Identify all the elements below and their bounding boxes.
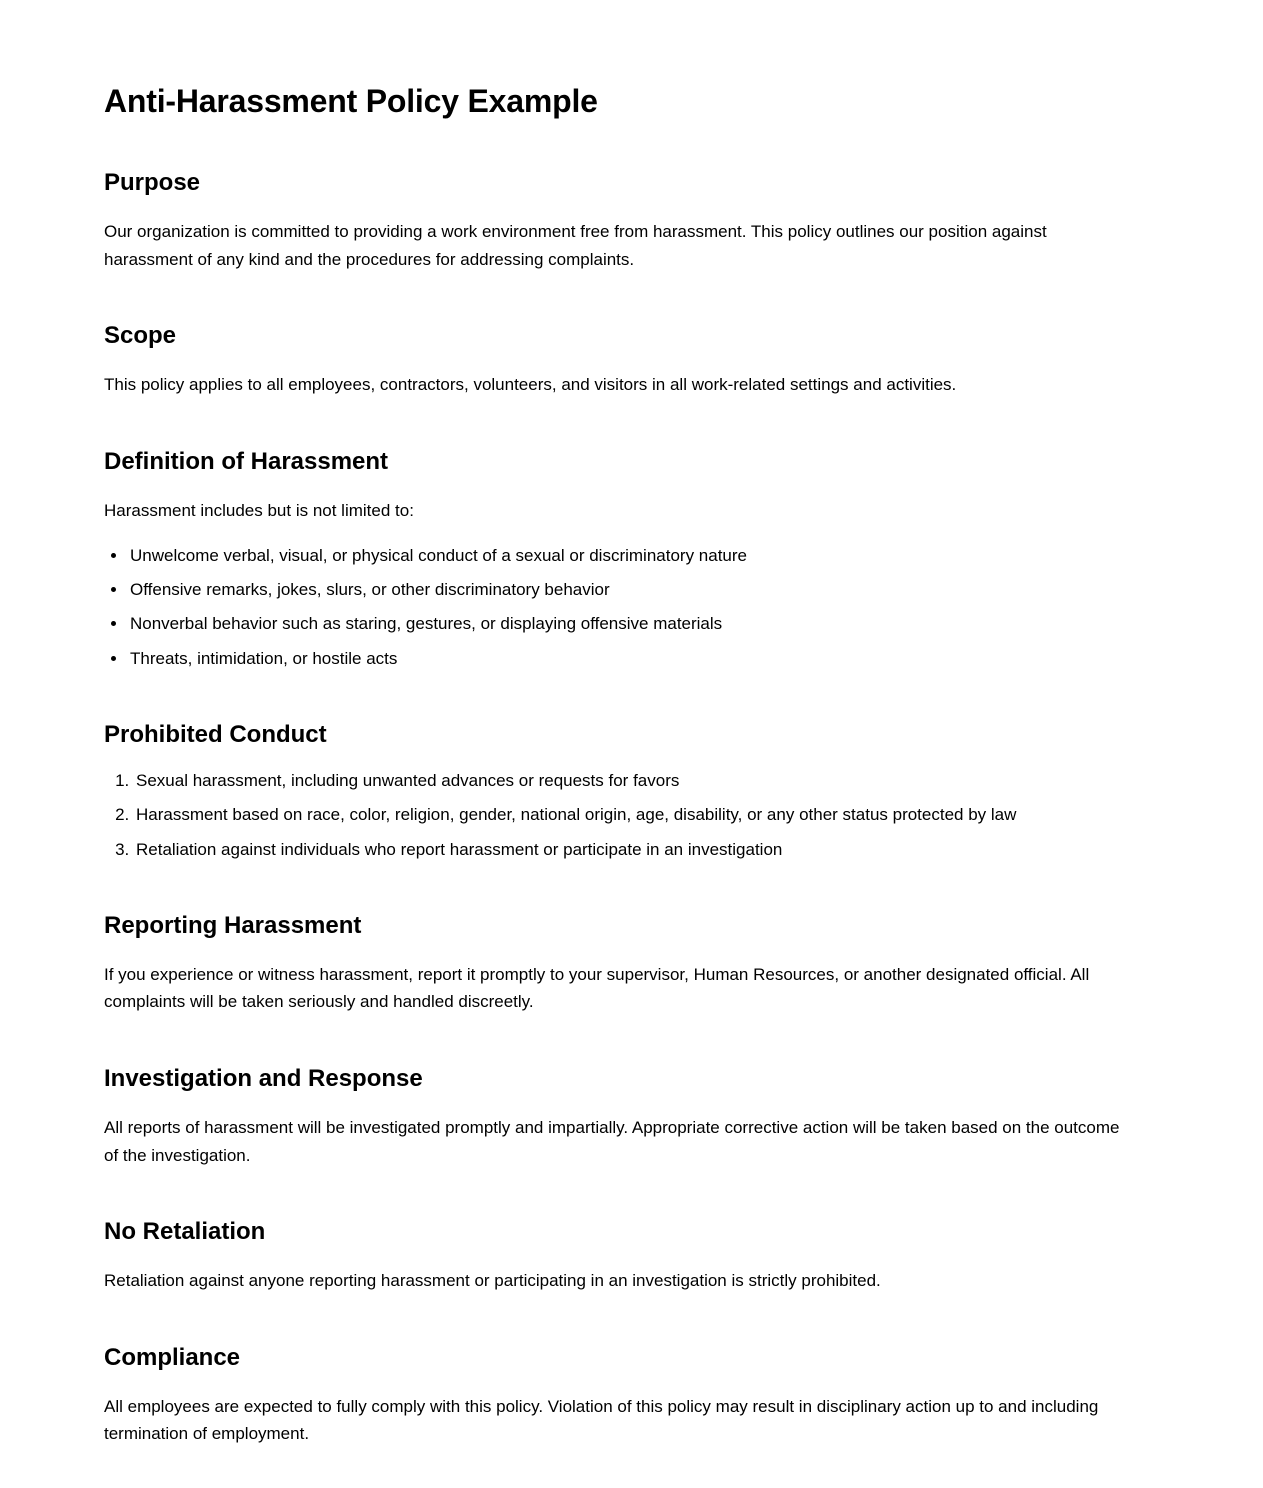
list-item: 1. Sexual harassment, including unwanted advances or requests for favors — [134, 768, 1134, 794]
section-investigation-and-response — [104, 1064, 1134, 1169]
section-heading-prohibited-conduct: Prohibited Conduct — [104, 720, 327, 748]
section-definition-of-harassment — [104, 447, 1134, 672]
section-paragraph: Our organization is committed to providing a work environment free from harassment. This policy outlines our position against harassment of any kind and the procedures for addressing complaints. — [104, 222, 1047, 269]
harassment-definition-list — [104, 543, 1134, 672]
page-title: Anti-Harassment Policy Example — [104, 83, 598, 119]
list-item: • Nonverbal behavior such as staring, gestures, or displaying offensive materials — [128, 611, 1134, 637]
section-paragraph: This policy applies to all employees, contractors, volunteers, and visitors in all work-related settings and activities. — [104, 375, 957, 395]
policy-document — [104, 82, 1134, 1448]
section-heading-no-retaliation: No Retaliation — [104, 1218, 266, 1246]
prohibited-conduct-list — [104, 768, 1134, 863]
section-heading-scope: Scope — [104, 322, 177, 350]
section-heading-investigation-and-response: Investigation and Response — [104, 1064, 423, 1092]
section-heading-definition-of-harassment: Definition of Harassment — [104, 447, 389, 475]
section-paragraph: If you experience or witness harassment, report it promptly to your supervisor, Human Resources, or another designated official. All complaints will be taken seriously and handled discreetly. — [104, 964, 1090, 1012]
list-item: 3. Retaliation against individuals who report harassment or participate in an investigation — [134, 837, 1134, 863]
list-item: • Offensive remarks, jokes, slurs, or other discriminatory behavior — [128, 577, 1134, 603]
section-compliance — [104, 1343, 1134, 1448]
list-item: • Threats, intimidation, or hostile acts — [128, 646, 1134, 672]
list-lead-in-text: Harassment includes but is not limited to: — [104, 500, 414, 520]
section-reporting-harassment — [104, 911, 1134, 1016]
list-item: • Unwelcome verbal, visual, or physical conduct of a sexual or discriminatory nature — [128, 543, 1134, 569]
section-heading-purpose: Purpose — [104, 169, 201, 197]
section-no-retaliation — [104, 1217, 1134, 1295]
section-paragraph: All reports of harassment will be investigated promptly and impartially. Appropriate corrective action will be taken based on the outcome of the investigation. — [104, 1117, 1120, 1165]
section-heading-reporting-harassment: Reporting Harassment — [104, 911, 362, 939]
section-scope — [104, 321, 1134, 399]
section-purpose — [104, 168, 1134, 273]
list-item: 2. Harassment based on race, color, religion, gender, national origin, age, disability, or any other status protected by law — [134, 802, 1134, 828]
section-prohibited-conduct — [104, 720, 1134, 863]
section-paragraph: All employees are expected to fully comply with this policy. Violation of this policy may result in disciplinary action up to and including termination of employment. — [104, 1396, 1099, 1444]
section-heading-compliance: Compliance — [104, 1343, 241, 1371]
section-paragraph: Retaliation against anyone reporting harassment or participating in an investigation is strictly prohibited. — [104, 1271, 881, 1291]
